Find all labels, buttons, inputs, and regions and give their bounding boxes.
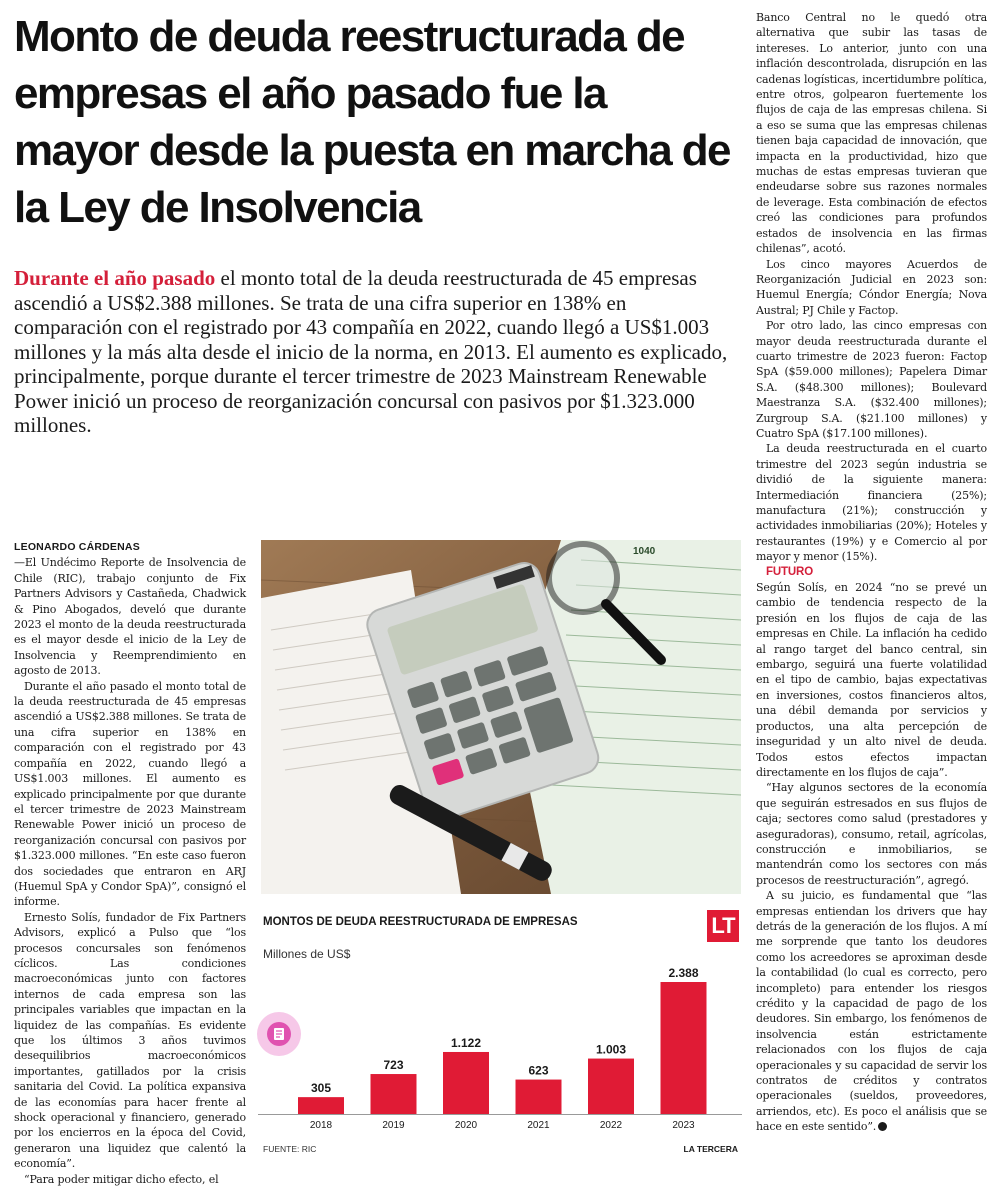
data-label-2023: 2.388 xyxy=(668,966,699,980)
bar-2018 xyxy=(298,1097,344,1114)
data-label-2021: 623 xyxy=(528,1063,549,1078)
chart-y-label: Millones de US$ xyxy=(263,947,351,961)
x-tick-label-2022: 2022 xyxy=(599,1120,623,1131)
chart-title: MONTOS DE DEUDA REESTRUCTURADA DE EMPRESAS xyxy=(263,916,578,928)
body-column-1 xyxy=(14,540,246,1187)
body-column-3 xyxy=(756,10,987,1135)
article-photo xyxy=(261,540,741,894)
paragraph: “Para poder mitigar dicho efecto, el xyxy=(24,1172,219,1186)
lead-paragraph xyxy=(14,266,734,438)
bar-chart xyxy=(258,960,742,1140)
x-tick-label-2020: 2020 xyxy=(454,1120,478,1131)
section-heading-futuro: FUTURO xyxy=(766,565,814,578)
x-tick-label-2021: 2021 xyxy=(527,1120,550,1131)
lead-text: el monto total de la deuda reestructurada de 45 empresas ascendió a US$2.388 millones. Se trata de una cifra superior en 138% en comparación con el registrado por 43 compañía en 2022, cuando llegó a US$1.003 millones y la más alta desde el inicio de la norma, en 2013. El aumento es explicado, principalmente, porque durante el tercer trimestre de 2023 Mainstream Renewable Power inició un proceso de reorganización concursal con pasivos por $1.323.000 millones. xyxy=(14,266,728,437)
paragraph xyxy=(756,888,987,1135)
bar-2021 xyxy=(516,1080,562,1114)
la-tercera-logo: LT xyxy=(707,910,739,942)
headline: Monto de deuda reestructurada de empresas el año pasado fue la mayor desde la puesta en marcha de la Ley de Insolvencia xyxy=(14,12,730,232)
bar-2019 xyxy=(371,1074,417,1114)
paragraph-text: A su juicio, es fundamental que “las empresas entiendan los drivers que hay detrás de la generación de los flujos. A mí me sorprende que tanto los deudores como los acreedores se aproximan desde la contabilidad (lo cual es correcto, pero incompleto) para entender los riesgos crédito y la capacidad de pago de los deudores. Sin embargo, los fenómenos de insolvencia están estrictamente relacionados con los flujos de caja operacionales y su capacidad de servir los contratos de créditos y contratos operacionales (sueldos, proveedores, arriendos, etc). Es poco el análisis que se hace en este sentido”. xyxy=(756,889,987,1134)
paragraph: Ernesto Solís, fundador de Fix Partners Advisors, explicó a Pulso que “los procesos concursales son fenómenos cíclicos. Las condiciones macroeconómicas junto con factores internos de cada empresa son las principales variables que impactan en la liquidez de las compañías. Es evidente que los últimos 3 años tuvimos desequilibrios macroeconómicos importantes, gatillados por la crisis sanitaria del Covid. La política expansiva de las economías para hacer frente al shock operacional y financiero, generado por los encierros en la época del Covid, generaron una liquidez que calentó la economía”. xyxy=(14,910,246,1171)
bar-2020 xyxy=(443,1052,489,1114)
data-label-2022: 1.003 xyxy=(595,1042,627,1057)
paragraph: Durante el año pasado el monto total de la deuda reestructurada de 45 empresas ascendió a US$2.388 millones. Se trata de una cifra superior en 138% en comparación con el registrado por 43 compañía en 2022, cuando llegó a US$1.003 millones. El aumento es explicado principalmente por que durante el tercer trimestre de 2023 Mainstream Renewable Power inició un proceso de reorganización concursal con pasivos por $1.323.000 millones. “En este caso fueron dos sociedades que entraron en ARJ (Huemul SpA y Condor SpA)”, consignó el informe. xyxy=(14,679,246,909)
paragraph: Por otro lado, las cinco empresas con mayor deuda reestructurada durante el cuarto trimestre de 2023 fueron: Factop SpA ($59.000 millones); Papelera Dimar S.A. ($48.300 millones); Boulevard Maestranza S.A. ($32.400 millones); Zurgroup S.A. ($21.100 millones) y Cuatro SpA ($17.100 millones). xyxy=(756,319,987,440)
data-label-2020: 1.122 xyxy=(450,1035,482,1050)
byline: LEONARDO CÁRDENAS xyxy=(14,541,140,553)
paragraph: —El Undécimo Reporte de Insolvencia de Chile (RIC), trabajo conjunto de Fix Partners Advisors y Castañeda, Chadwick & Pino Abogados, develó que durante 2023 el monto de la deuda reestructurada es el mayor desde el inicio de la Ley de Insolvencia y Reemprendimiento en agosto de 2013. xyxy=(14,556,246,678)
end-of-article-icon xyxy=(878,1122,887,1131)
paragraph: Según Solís, en 2024 “no se prevé un cambio de tendencia respecto de la presión en los flujos de caja de las empresas en Chile. La inflación ha cedido al rango target del banco central, sin embargo, seguirá una fuerte volatilidad en el tipo de cambio, bajas expectativas en inversiones, costos financieros altos, una débil demanda por servicios y productos, una alta percepción de inseguridad y un alto nivel de deuda. Todos estos efectos impactan directamente en los flujos de caja”. xyxy=(756,581,987,779)
paragraph: La deuda reestructurada en el cuarto trimestre del 2023 según industria se dividió de la siguiente manera: Intermediación financiera (25%); manufactura (21%); construcción y actividades inmobiliarias (20%); Hoteles y restaurantes (19%) y e Comercio al por mayor y menor (15%). xyxy=(756,442,987,564)
paragraph: Los cinco mayores Acuerdos de Reorganización Judicial en 2023 son: Huemul Energía; Cóndor Energía; Nova Austral; PJ Chile y Factop. xyxy=(756,257,987,317)
x-tick-label-2023: 2023 xyxy=(672,1120,695,1131)
photo-illustration xyxy=(261,540,741,894)
data-label-2019: 723 xyxy=(383,1058,404,1073)
bar-2022 xyxy=(588,1059,634,1114)
paragraph: Banco Central no le quedó otra alternativa que subir las tasas de intereses. Lo anterior, junto con una inflación descontrolada, disrupción en las cadenas logísticas, incertidumbre política, entre otros, golpearon fuertemente los flujos de caja de las empresas chilena. Si a eso se suma que las empresas chilenas tienen baja capacidad de innovación, que impacta en la productividad, hizo que muchas de estas empresas tuvieran que endeudarse sobre sus razones normales de leverage. Esta combinación de efectos creó las condiciones para profundos estados de insolvencia en las firmas chilenas”, acotó. xyxy=(756,11,987,256)
lead-kicker: Durante el año pasado xyxy=(14,266,216,290)
svg-text:1040: 1040 xyxy=(633,546,656,557)
data-label-2018: 305 xyxy=(310,1081,332,1096)
x-tick-label-2018: 2018 xyxy=(309,1120,333,1131)
publication-name: LA TERCERA xyxy=(683,1144,738,1154)
x-tick-label-2019: 2019 xyxy=(382,1120,405,1131)
bar-2023 xyxy=(661,982,707,1114)
chart-source: FUENTE: RIC xyxy=(263,1144,317,1154)
paragraph: “Hay algunos sectores de la economía que seguirán estresados en sus flujos de caja; sectores como salud (prestadores y aseguradoras), consumo, retail, agrícolas, construcción e inmobiliarios, se mantendrán como los sectores con más procesos de reestructuración”, agregó. xyxy=(756,781,987,887)
